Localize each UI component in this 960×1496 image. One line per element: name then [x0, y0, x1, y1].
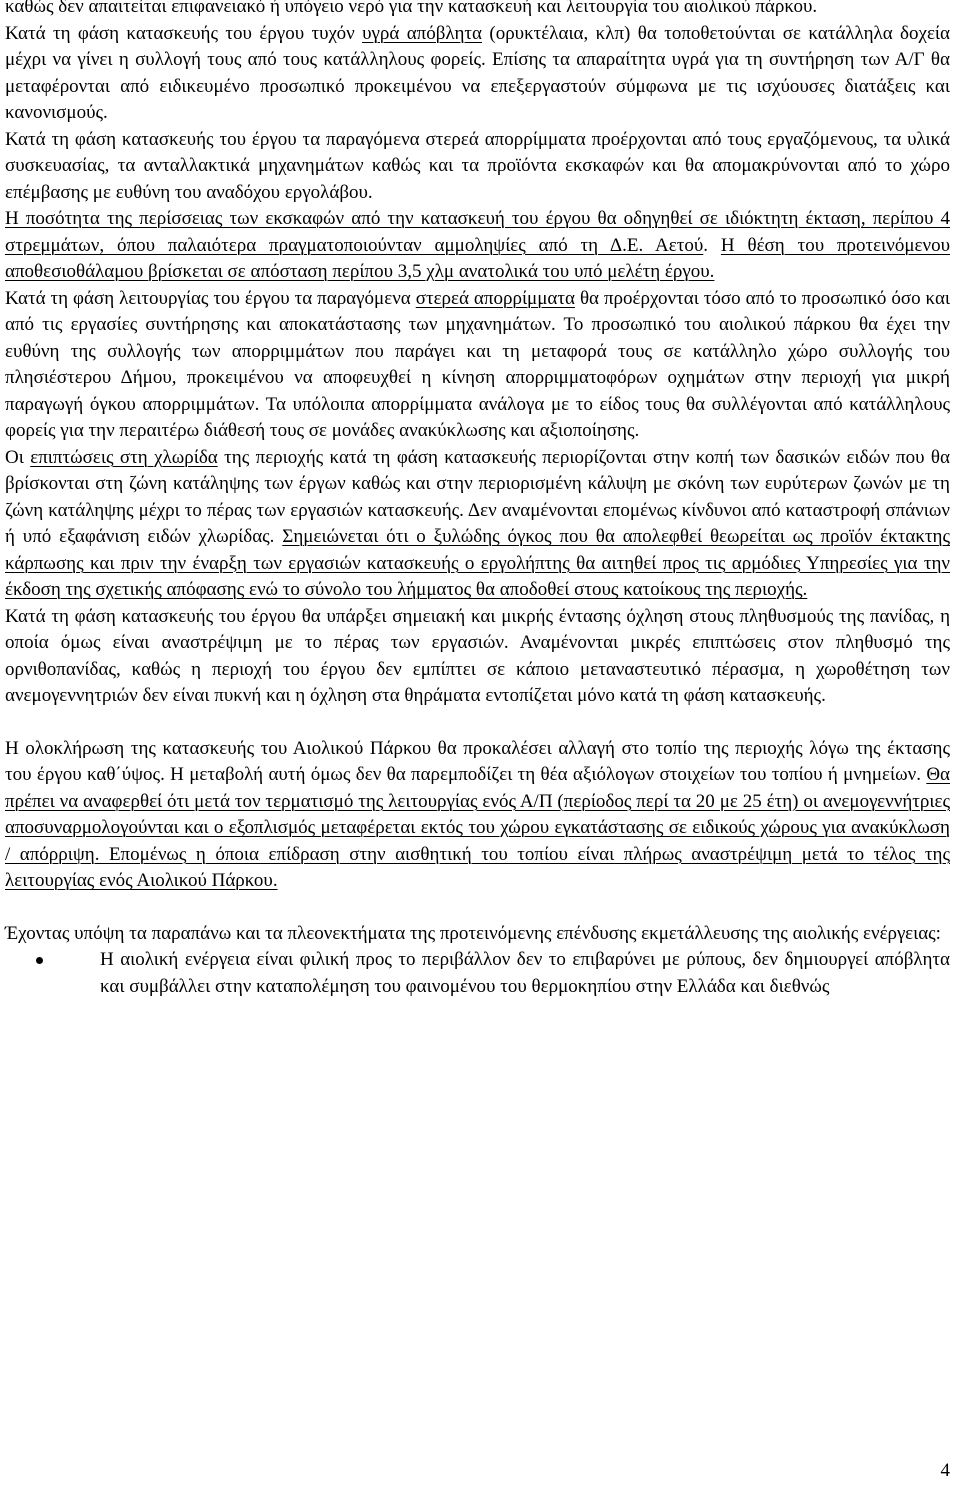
page-number: 4: [940, 1460, 950, 1481]
text-segment: Κατά τη φάση λειτουργίας του έργου τα παραγόμενα: [5, 287, 416, 309]
text-segment: της περιοχής κατά τη φάση κατασκευής περιορίζονται στην κοπή των δασικών ειδών που θα βρίσκονται στη ζώνη κατάληψης των έργων καθώς και στην περιορισμένη κάλυψη με σκόνη των ευρύτερων ζωνών με τη ζώνη κατάληψης μέχρι το πέρας των εργασιών κατασκευής. Δεν αναμένονται επομένως κίνδυνοι από καταστροφή σπάνιων ή υπό εξαφάνιση ειδών χλωρίδας.: [5, 446, 950, 547]
text-segment: (ορυκτέλαια, κλπ) θα τοποθετούνται σε κατάλληλα δοχεία μέχρι να γίνει η συλλογή τους από τους κατάλληλους φορείς. Επίσης τα απαραίτητα υγρά για τη συντήρηση των Α/Γ θα μεταφέρονται από ειδικευμένο προσωπικό προκειμένου να επεξεργαστούν σύμφωνα με τις ισχύουσες διατάξεις και κανονισμούς.: [5, 22, 950, 123]
underlined-text: στερεά απορρίμματα: [415, 287, 575, 309]
text-segment: Έχοντας υπόψη τα παραπάνω και τα πλεονεκτήματα της προτεινόμενης επένδυσης εκμετάλλευσης της αιολικής ενέργειας:: [5, 922, 941, 944]
paragraph: [5, 206, 950, 286]
bullet-text: Η αιολική ενέργεια είναι φιλική προς το περιβάλλον δεν το επιβαρύνει με ρύπους, δεν δημιουργεί απόβλητα και συμβάλλει στην καταπολέμηση του φαινομένου του θερμοκηπίου στην Ελλάδα και διεθνώς: [100, 949, 950, 997]
paragraph: [5, 21, 950, 127]
paragraph: [5, 604, 950, 710]
bullet-item: [100, 947, 950, 1000]
text-segment: .: [703, 234, 721, 256]
paragraph: [5, 736, 950, 895]
paragraph: [5, 286, 950, 445]
paragraph: [5, 445, 950, 604]
text-segment: καθώς δεν απαιτείται επιφανειακό ή υπόγειο νερό για την κατασκευή και λειτουργία του αιολικού πάρκου.: [5, 0, 818, 17]
paragraph-gap: [5, 710, 950, 736]
text-segment: Κατά τη φάση κατασκευής του έργου τα παραγόμενα στερεά απορρίμματα προέρχονται από τους εργαζόμενους, τα υλικά συσκευασίας, τα ανταλλακτικά μηχανημάτων καθώς και τα προϊόντα εκσκαφών και θα απομακρύνονται από το χώρο επέμβασης με ευθύνη του αναδόχου εργολάβου.: [5, 128, 950, 203]
bullet-list: [5, 947, 950, 1000]
text-segment: θα προέρχονται τόσο από το προσωπικό όσο και από τις εργασίες συντήρησης και αποκατάστασης των μηχανημάτων. Το προσωπικό του αιολικού πάρκου θα έχει την ευθύνη της συλλογής των απορριμμάτων που παράγει και τη μεταφορά τους σε κατάλληλο χώρο συλλογής του πλησιέστερου Δήμου, προκειμένου να αποφευχθεί η κίνηση απορριμματοφόρων οχημάτων στην περιοχή για μικρή παραγωγή όγκου απορριμμάτων. Τα υπόλοιπα απορρίμματα ανάλογα με το είδος τους θα συλλέγονται από κατάλληλους φορείς για την περαιτέρω διάθεσή τους σε μονάδες ανακύκλωσης και αξιοποίησης.: [5, 287, 951, 441]
underlined-text: επιπτώσεις στη χλωρίδα: [30, 446, 218, 468]
paragraph: [5, 0, 950, 21]
paragraph: [5, 921, 950, 948]
paragraph-gap: [5, 895, 950, 921]
underlined-text: υγρά απόβλητα: [362, 22, 482, 44]
underlined-text: Η ποσότητα της περίσσειας των εκσκαφών από την κατασκευή του έργου θα οδηγηθεί σε ιδιόκτητη έκταση, περίπου 4 στρεμμάτων, όπου παλαιότερα πραγματοποιούνταν αμμοληψίες από τη Δ.Ε. Αετού: [5, 208, 950, 256]
underlined-text: Θα πρέπει να αναφερθεί ότι μετά τον τερματισμό της λειτουργίας ενός Α/Π (περίοδος περί τα 20 με 25 έτη) οι ανεμογεννήτριες αποσυναρμολογούνται και ο εξοπλισμός μεταφέρεται εκτός του χώρου εγκατάστασης σε ειδικούς χώρους για ανακύκλωση / απόρριψη. Επομένως η όποια επίδραση στην αισθητική του τοπίου είναι πλήρως αναστρέψιμη μετά το τέλος της λειτουργίας ενός Αιολικού Πάρκου.: [5, 764, 950, 891]
text-segment: Η ολοκλήρωση της κατασκευής του Αιολικού Πάρκου θα προκαλέσει αλλαγή στο τοπίο της περιοχής λόγω της έκτασης του έργου καθ΄ύψος. Η μεταβολή αυτή όμως δεν θα παρεμποδίζει τη θέα αξιόλογων στοιχείων του τοπίου ή μνημείων.: [5, 737, 950, 785]
text-segment: Κατά τη φάση κατασκευής του έργου θα υπάρξει σημειακή και μικρής έντασης όχληση στους πληθυσμούς της πανίδας, η οποία όμως είναι αναστρέψιμη με το πέρας των εργασιών. Αναμένονται μικρές επιπτώσεις στον πληθυσμό της ορνιθοπανίδας, καθώς η περιοχή του έργου δεν εμπίπτει σε κάποιο μεταναστευτικό πέρασμα, η χωροθέτηση των ανεμογεννητριών δεν είναι πυκνή και η όχληση στα θηράματα εντοπίζεται μόνο κατά τη φάση κατασκευής.: [5, 605, 950, 706]
document-page: [5, 0, 950, 1000]
document-body: [5, 0, 950, 947]
underlined-text: Η θέση του προτεινόμενου αποθεσιοθάλαμου βρίσκεται σε απόσταση περίπου 3,5 χλμ ανατολικά του υπό μελέτη έργου.: [5, 234, 951, 282]
underlined-text: Σημειώνεται ότι ο ξυλώδης όγκος που θα απολεφθεί θεωρείται ως προϊόν έκτακτης κάρπωσης και πριν την έναρξη των εργασιών κατασκευής ο εργολήπτης θα αιτηθεί προς τις αρμόδιες Υπηρεσίες για την έκδοση της σχετικής απόφασης ενώ το σύνολο του λήμματος θα αποδοθεί στους κατοίκους της περιοχής.: [5, 526, 950, 600]
paragraph: [5, 127, 950, 207]
bullet-dot-icon: [36, 957, 43, 964]
text-segment: Κατά τη φάση κατασκευής του έργου τυχόν: [5, 22, 363, 44]
text-segment: Οι: [5, 446, 31, 468]
